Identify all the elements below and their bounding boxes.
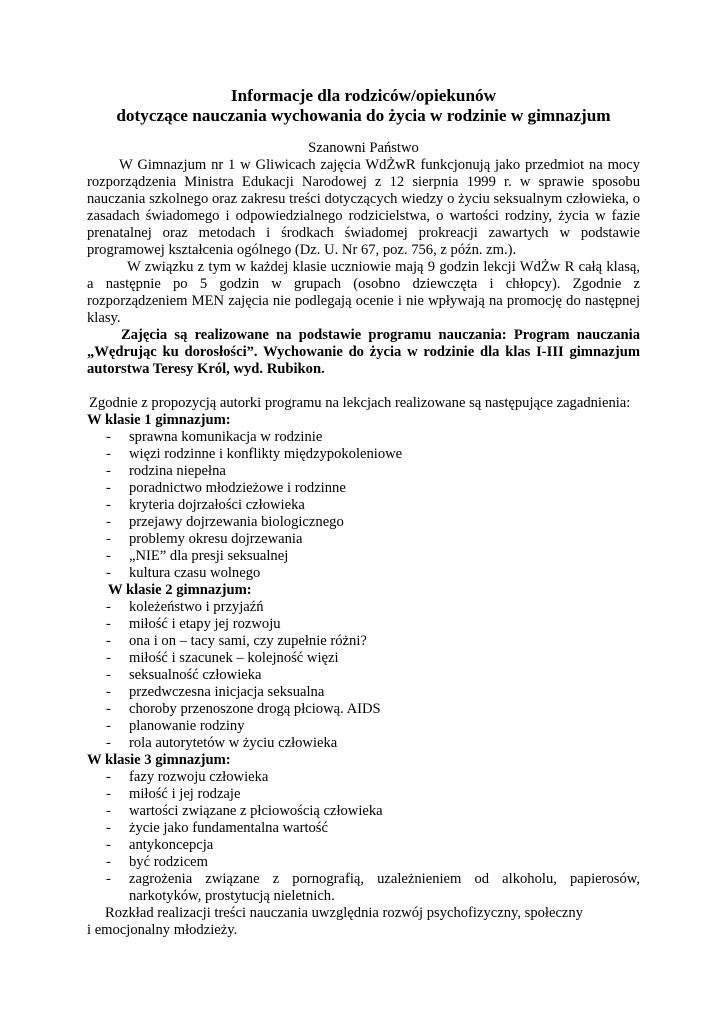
list-item	[87, 820, 640, 837]
bullet-dash: -	[106, 667, 111, 683]
list-item	[87, 565, 640, 582]
spacer	[87, 378, 640, 395]
bullet-dash: -	[106, 480, 111, 496]
topic-text: rola autorytetów w życiu człowieka	[129, 735, 338, 751]
list-item	[87, 599, 640, 616]
list-item	[87, 871, 640, 905]
topic-text: wartości związane z płciowością człowieka	[129, 803, 383, 819]
list-item	[87, 429, 640, 446]
paragraph-legal-basis: W Gimnazjum nr 1 w Gliwicach zajęcia WdŻwR funkcjonują jako przedmiot na mocy rozporządzenia Ministra Edukacji Narodowej z 12 sierpnia 1999 r. w sprawie sposobu nauczania szkolnego oraz zakresu treści dotyczących wiedzy o życiu seksualnym człowieka, o zasadach świadomego i odpowiedzialnego rodzicielstwa, o wartości rodziny, życia w fazie prenatalnej oraz metodach i środkach świadomej prokreacji zawartych w podstawie programowej kształcenia ogólnego (Dz. U. Nr 67, poz. 756, z późn. zm.).	[87, 157, 640, 258]
class-3-heading: W klasie 3 gimnazjum:	[87, 752, 231, 768]
bullet-dash: -	[106, 463, 111, 479]
bullet-dash: -	[106, 684, 111, 700]
list-item	[87, 531, 640, 548]
title-line-2: dotyczące nauczania wychowania do życia w rodzinie w gimnazjum	[116, 106, 611, 125]
bullet-dash: -	[106, 429, 111, 445]
bullet-dash: -	[106, 735, 111, 751]
bullet-dash: -	[106, 854, 111, 870]
list-item	[87, 667, 640, 684]
topic-text: koleżeństwo i przyjaźń	[129, 599, 264, 615]
class-1-heading: W klasie 1 gimnazjum:	[87, 412, 231, 428]
topic-text: kultura czasu wolnego	[129, 565, 261, 581]
document-page	[87, 86, 640, 939]
topic-text: seksualność człowieka	[129, 667, 262, 683]
document-title	[87, 86, 640, 126]
bullet-dash: -	[106, 599, 111, 615]
topic-text: antykoncepcja	[129, 837, 214, 853]
topic-text: problemy okresu dojrzewania	[129, 531, 303, 547]
topic-text: ona i on – tacy sami, czy zupełnie różni?	[129, 633, 367, 649]
list-item	[87, 497, 640, 514]
topic-text: być rodzicem	[129, 854, 209, 870]
topic-text: planowanie rodziny	[129, 718, 245, 734]
topic-text: rodzina niepełna	[129, 463, 226, 479]
paragraph-hours: W związku z tym w każdej klasie uczniowie mają 9 godzin lekcji WdŻw R całą klasą, a następnie po 5 godzin w grupach (osobno dziewczęta i chłopcy). Zgodnie z rozporządzeniem MEN zajęcia nie podlegają ocenie i nie wpływają na promocję do następnej klasy.	[87, 259, 640, 326]
closing-line-1: Rozkład realizacji treści nauczania uwzględnia rozwój psychofizyczny, społeczny	[105, 905, 584, 921]
closing-paragraph	[87, 905, 640, 939]
bullet-dash: -	[106, 446, 111, 462]
list-item	[87, 803, 640, 820]
list-item	[87, 446, 640, 463]
topic-text: miłość i etapy jej rozwoju	[129, 616, 281, 632]
list-item	[87, 684, 640, 701]
paragraph-intro-topics: Zgodnie z propozycją autorki programu na lekcjach realizowane są następujące zagadnienia:	[89, 395, 631, 411]
bullet-dash: -	[106, 565, 111, 581]
list-item	[87, 786, 640, 803]
list-item	[87, 735, 640, 752]
list-item	[87, 769, 640, 786]
class-1-topic-list	[87, 429, 640, 582]
bullet-dash: -	[106, 718, 111, 734]
list-item	[87, 548, 640, 565]
topic-text: sprawna komunikacja w rodzinie	[129, 429, 323, 445]
list-item	[87, 616, 640, 633]
topic-text: więzi rodzinne i konflikty międzypokoleniowe	[129, 446, 403, 462]
list-item	[87, 854, 640, 871]
topic-text: zagrożenia związane z pornografią, uzależnieniem od alkoholu, papierosów, narkotyków, prostytucją nieletnich.	[129, 871, 640, 904]
list-item	[87, 463, 640, 480]
closing-line-2: i emocjonalny młodzieży.	[87, 922, 238, 938]
topic-text: przedwczesna inicjacja seksualna	[129, 684, 325, 700]
topic-text: życie jako fundamentalna wartość	[129, 820, 328, 836]
bullet-dash: -	[106, 616, 111, 632]
topic-text: poradnictwo młodzieżowe i rodzinne	[129, 480, 346, 496]
list-item	[87, 650, 640, 667]
bullet-dash: -	[106, 531, 111, 547]
list-item	[87, 701, 640, 718]
greeting: Szanowni Państwo	[308, 140, 419, 156]
topic-text: miłość i jej rodzaje	[129, 786, 241, 802]
bullet-dash: -	[106, 837, 111, 853]
list-item	[87, 480, 640, 497]
bullet-dash: -	[106, 871, 111, 887]
topic-text: fazy rozwoju człowieka	[129, 769, 269, 785]
class-2-heading: W klasie 2 gimnazjum:	[108, 582, 252, 598]
topic-text: miłość i szacunek – kolejność więzi	[129, 650, 339, 666]
topic-text: „NIE” dla presji seksualnej	[129, 548, 289, 564]
bullet-dash: -	[106, 548, 111, 564]
bullet-dash: -	[106, 820, 111, 836]
bullet-dash: -	[106, 701, 111, 717]
list-item	[87, 514, 640, 531]
bullet-dash: -	[106, 514, 111, 530]
topic-text: przejawy dojrzewania biologicznego	[129, 514, 344, 530]
list-item	[87, 718, 640, 735]
bullet-dash: -	[106, 497, 111, 513]
bullet-dash: -	[106, 769, 111, 785]
class-2-topic-list	[87, 599, 640, 752]
list-item	[87, 837, 640, 854]
list-item	[87, 633, 640, 650]
bullet-dash: -	[106, 786, 111, 802]
bullet-dash: -	[106, 803, 111, 819]
topic-text: kryteria dojrzałości człowieka	[129, 497, 305, 513]
bullet-dash: -	[106, 633, 111, 649]
title-line-1: Informacje dla rodziców/opiekunów	[230, 86, 497, 105]
topic-text: choroby przenoszone drogą płciową. AIDS	[129, 701, 381, 717]
paragraph-program: Zajęcia są realizowane na podstawie programu nauczania: Program nauczania „Wędrując ku dorosłości”. Wychowanie do życia w rodzinie dla klas I-III gimnazjum autorstwa Teresy Król, wyd. Rubikon.	[87, 327, 640, 377]
bullet-dash: -	[106, 650, 111, 666]
class-3-topic-list	[87, 769, 640, 905]
